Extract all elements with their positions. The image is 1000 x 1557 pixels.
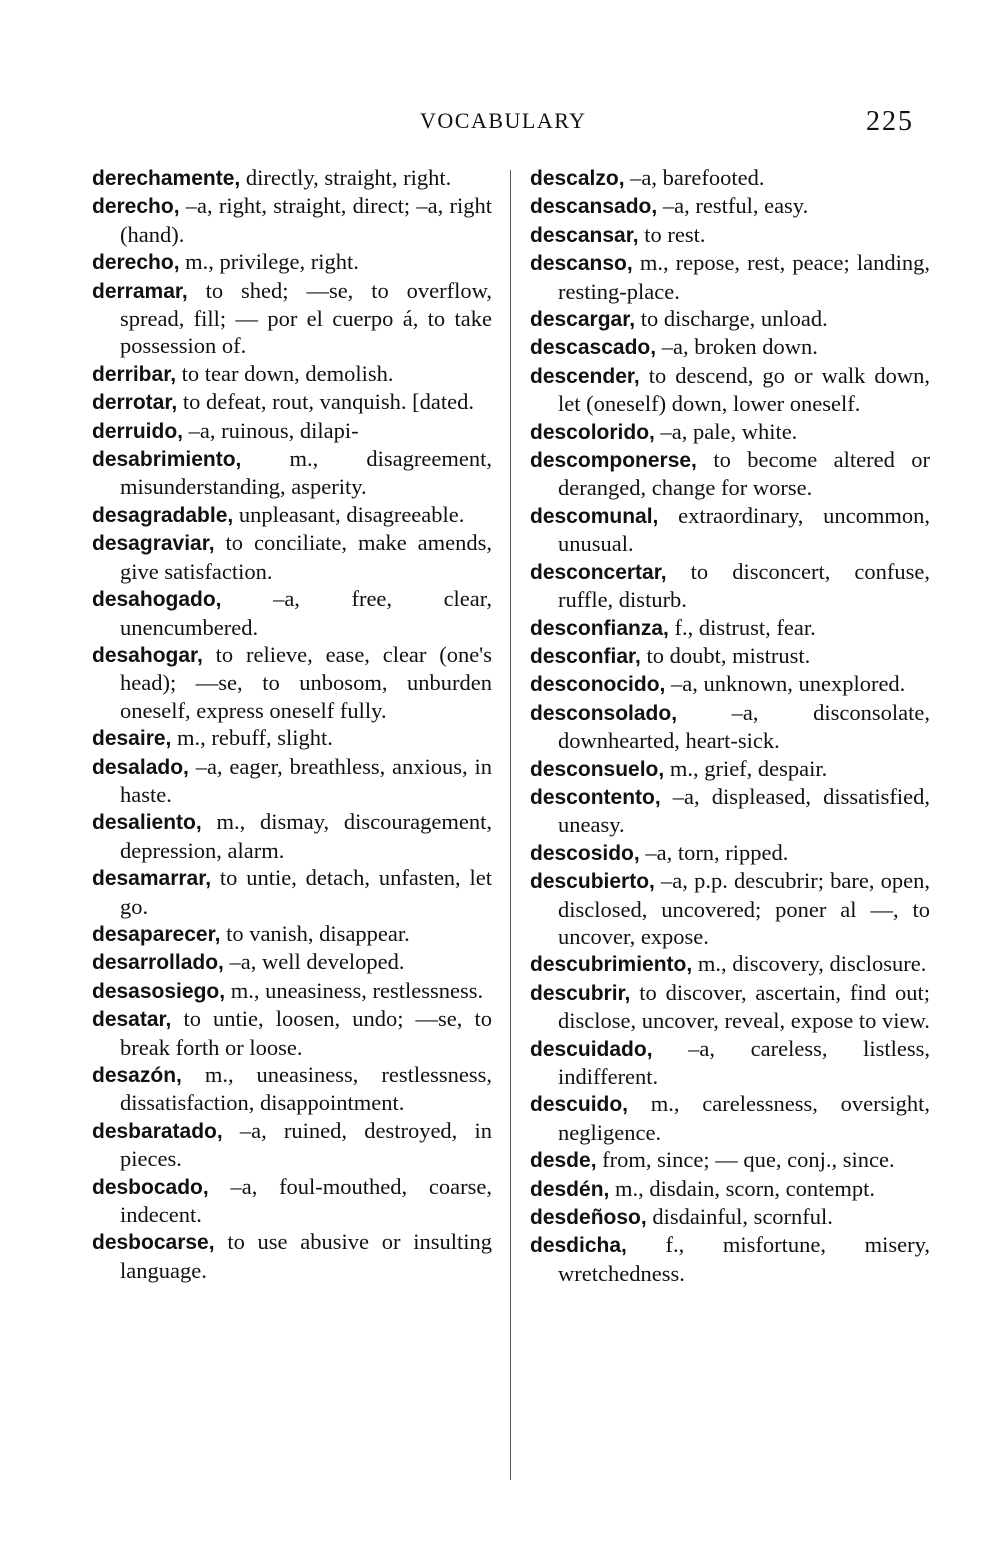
dictionary-entry bbox=[530, 1203, 930, 1231]
entry-definition: to tear down, demolish. bbox=[176, 360, 394, 386]
entry-headword: derramar, bbox=[92, 279, 188, 303]
entry-definition: extraordinary, uncommon, unusual. bbox=[558, 502, 930, 557]
entry-headword: desahogado, bbox=[92, 588, 222, 612]
entry-headword: desconcertar, bbox=[530, 560, 667, 584]
entry-headword: desconocido, bbox=[530, 673, 666, 697]
entry-definition: m., repose, rest, peace; landing, resting-place. bbox=[558, 250, 930, 304]
entry-definition: to untie, loosen, undo; —se, to break forth or loose. bbox=[120, 1006, 492, 1060]
column-divider bbox=[510, 170, 511, 1480]
dictionary-entry bbox=[92, 724, 492, 752]
entry-definition: to discover, ascertain, find out; disclose, uncover, reveal, expose to view. bbox=[558, 979, 930, 1034]
entry-definition: to conciliate, make amends, give satisfaction. bbox=[120, 530, 492, 584]
entry-headword: desalado, bbox=[92, 755, 189, 779]
entry-headword: derruido, bbox=[92, 419, 184, 443]
entry-definition: unpleasant, disagreeable. bbox=[233, 501, 465, 527]
dictionary-entry bbox=[92, 192, 492, 248]
entry-definition: m., grief, despair. bbox=[664, 755, 828, 781]
dictionary-entry bbox=[92, 277, 492, 360]
dictionary-entry bbox=[530, 446, 930, 502]
entry-definition: –a, careless, listless, indifferent. bbox=[558, 1035, 930, 1089]
entry-headword: descubrimiento, bbox=[530, 953, 693, 977]
entry-definition: m., discovery, disclosure. bbox=[692, 951, 927, 977]
entry-headword: descalzo, bbox=[530, 167, 625, 190]
dictionary-entry bbox=[530, 839, 930, 867]
entry-definition: f., misfortune, misery, wretchedness. bbox=[558, 1232, 930, 1286]
entry-headword: desabrimiento, bbox=[92, 448, 242, 472]
entry-definition: –a, free, clear, unencumbered. bbox=[120, 586, 492, 640]
dictionary-entry bbox=[92, 529, 492, 585]
entry-definition: m., disdain, scorn, contempt. bbox=[609, 1175, 875, 1201]
entry-definition: –a, right, straight, direct; –a, right (hand). bbox=[120, 193, 492, 247]
entry-definition: to doubt, mistrust. bbox=[640, 642, 811, 668]
entry-headword: desconfiar, bbox=[530, 644, 641, 668]
dictionary-entry bbox=[92, 1117, 492, 1173]
dictionary-entry bbox=[92, 417, 492, 445]
entry-headword: descosido, bbox=[530, 841, 640, 865]
entry-headword: desahogar, bbox=[92, 643, 203, 667]
dictionary-entry bbox=[92, 1061, 492, 1117]
entry-headword: descender, bbox=[530, 364, 640, 388]
entry-headword: descuido, bbox=[530, 1093, 629, 1117]
entry-headword: desdén, bbox=[530, 1177, 610, 1201]
dictionary-entry bbox=[530, 1175, 930, 1203]
dictionary-entry bbox=[530, 418, 930, 446]
dictionary-entry bbox=[92, 445, 492, 501]
dictionary-entry bbox=[92, 360, 492, 388]
dictionary-entry bbox=[530, 305, 930, 333]
dictionary-entry bbox=[92, 164, 492, 192]
entry-definition: m., rebuff, slight. bbox=[171, 725, 333, 751]
entry-headword: descolorido, bbox=[530, 420, 655, 444]
dictionary-entry bbox=[92, 641, 492, 724]
entry-definition: –a, displeased, dissatisfied, uneasy. bbox=[558, 783, 930, 838]
entry-headword: derrotar, bbox=[92, 391, 178, 415]
dictionary-entry bbox=[530, 642, 930, 670]
right-column bbox=[530, 164, 930, 1287]
page-number: 225 bbox=[866, 106, 914, 137]
entry-definition: –a, torn, ripped. bbox=[639, 839, 789, 865]
entry-headword: desbocarse, bbox=[92, 1231, 215, 1255]
entry-definition: to vanish, disappear. bbox=[220, 920, 410, 946]
left-column bbox=[92, 164, 492, 1284]
running-head: VOCABULARY bbox=[420, 108, 587, 133]
dictionary-entry bbox=[530, 614, 930, 642]
dictionary-entry bbox=[530, 783, 930, 839]
dictionary-entry bbox=[530, 755, 930, 783]
dictionary-entry bbox=[530, 221, 930, 249]
entry-definition: to disconcert, confuse, ruffle, disturb. bbox=[558, 558, 930, 613]
entry-definition: to descend, go or walk down, let (oneself) down, lower oneself. bbox=[558, 362, 930, 417]
entry-headword: desconfianza, bbox=[530, 616, 669, 640]
entry-headword: derechamente, bbox=[92, 167, 241, 190]
entry-headword: desasosiego, bbox=[92, 979, 226, 1003]
entry-definition: to relieve, ease, clear (one's head); —se, to unbosom, unburden oneself, express oneself fully. bbox=[120, 641, 492, 723]
entry-definition: –a, unknown, unexplored. bbox=[665, 671, 906, 697]
entry-definition: f., distrust, fear. bbox=[668, 614, 816, 640]
dictionary-entry bbox=[92, 1228, 492, 1284]
entry-definition: –a, ruinous, dilapi- bbox=[183, 417, 359, 443]
entry-headword: desazón, bbox=[92, 1064, 182, 1087]
entry-definition: m., carelessness, oversight, negligence. bbox=[558, 1091, 930, 1145]
dictionary-entry bbox=[530, 699, 930, 755]
entry-definition: to use abusive or insulting language. bbox=[120, 1229, 492, 1283]
dictionary-entry bbox=[92, 388, 492, 416]
dictionary-entry bbox=[92, 1005, 492, 1061]
dictionary-entry bbox=[530, 362, 930, 418]
entry-definition: m., dismay, discouragement, depression, alarm. bbox=[120, 809, 492, 863]
entry-headword: descanso, bbox=[530, 252, 633, 276]
entry-definition: from, since; — que, conj., since. bbox=[596, 1147, 895, 1173]
dictionary-entry bbox=[530, 1090, 930, 1146]
entry-headword: desarrollado, bbox=[92, 951, 224, 975]
entry-headword: derecho, bbox=[92, 251, 180, 275]
entry-headword: descascado, bbox=[530, 336, 657, 360]
entry-headword: descuidado, bbox=[530, 1037, 653, 1061]
dictionary-entry bbox=[530, 670, 930, 698]
entry-headword: descubierto, bbox=[530, 870, 655, 894]
entry-headword: desbaratado, bbox=[92, 1119, 223, 1143]
dictionary-entry bbox=[530, 1035, 930, 1091]
entry-headword: desagradable, bbox=[92, 503, 234, 527]
entry-headword: descontento, bbox=[530, 785, 661, 809]
entry-definition: m., uneasiness, restlessness. bbox=[225, 977, 484, 1003]
entry-headword: derecho, bbox=[92, 195, 180, 219]
dictionary-entry bbox=[530, 164, 930, 192]
entry-definition: m., uneasiness, restlessness, dissatisfaction, disappointment. bbox=[120, 1062, 492, 1116]
dictionary-entry bbox=[92, 948, 492, 976]
dictionary-entry bbox=[92, 753, 492, 809]
entry-headword: desaire, bbox=[92, 727, 172, 751]
entry-headword: desbocado, bbox=[92, 1175, 209, 1199]
page-header bbox=[0, 108, 1000, 140]
dictionary-entry bbox=[530, 249, 930, 305]
entry-definition: to defeat, rout, vanquish. [dated. bbox=[177, 389, 474, 415]
entry-definition: –a, ruined, destroyed, in pieces. bbox=[120, 1117, 492, 1172]
entry-definition: –a, p.p. descubrir; bare, open, disclosed, uncovered; poner al —, to uncover, expose. bbox=[558, 868, 930, 949]
entry-definition: disdainful, scornful. bbox=[646, 1204, 833, 1230]
dictionary-entry bbox=[530, 1231, 930, 1287]
entry-headword: descansar, bbox=[530, 223, 639, 247]
entry-definition: m., privilege, right. bbox=[179, 249, 359, 275]
dictionary-entry bbox=[530, 502, 930, 558]
entry-definition: to become altered or deranged, change for worse. bbox=[558, 447, 930, 501]
entry-headword: desdicha, bbox=[530, 1234, 627, 1258]
dictionary-entry bbox=[530, 979, 930, 1035]
dictionary-entry bbox=[530, 1146, 930, 1174]
entry-headword: desatar, bbox=[92, 1008, 172, 1032]
dictionary-entry bbox=[92, 248, 492, 276]
entry-headword: desaliento, bbox=[92, 811, 202, 835]
entry-headword: desamarrar, bbox=[92, 867, 212, 891]
entry-headword: desdeñoso, bbox=[530, 1206, 647, 1230]
dictionary-entry bbox=[92, 977, 492, 1005]
entry-definition: –a, barefooted. bbox=[624, 165, 765, 190]
dictionary-entry bbox=[92, 864, 492, 920]
entry-headword: descargar, bbox=[530, 308, 636, 332]
entry-definition: to shed; —se, to overflow, spread, fill; — por el cuerpo á, to take possession of. bbox=[120, 277, 492, 359]
dictionary-entry bbox=[530, 950, 930, 978]
entry-definition: –a, well developed. bbox=[223, 949, 405, 975]
entry-definition: –a, eager, breathless, anxious, in haste. bbox=[120, 753, 492, 807]
entry-headword: descubrir, bbox=[530, 981, 631, 1005]
entry-headword: desagraviar, bbox=[92, 532, 215, 556]
entry-definition: –a, pale, white. bbox=[654, 418, 798, 444]
entry-headword: descomponerse, bbox=[530, 449, 697, 473]
dictionary-entry bbox=[530, 192, 930, 220]
entry-definition: –a, broken down. bbox=[656, 334, 818, 360]
entry-definition: m., disagreement, misunderstanding, asperity. bbox=[120, 446, 492, 500]
dictionary-entry bbox=[530, 867, 930, 950]
dictionary-entry bbox=[92, 1173, 492, 1229]
dictionary-entry bbox=[92, 501, 492, 529]
entry-definition: to discharge, unload. bbox=[635, 306, 828, 332]
dictionary-entry bbox=[92, 808, 492, 864]
dictionary-entry bbox=[92, 585, 492, 641]
entry-headword: desconsolado, bbox=[530, 701, 678, 725]
entry-definition: –a, restful, easy. bbox=[657, 193, 809, 219]
dictionary-entry bbox=[530, 558, 930, 614]
entry-definition: –a, disconsolate, downhearted, heart-sick. bbox=[558, 699, 930, 754]
entry-definition: –a, foul-mouthed, coarse, indecent. bbox=[120, 1173, 492, 1228]
entry-headword: descansado, bbox=[530, 195, 658, 219]
entry-headword: desconsuelo, bbox=[530, 757, 665, 781]
entry-headword: descomunal, bbox=[530, 504, 659, 528]
entry-definition: to untie, detach, unfasten, let go. bbox=[120, 865, 492, 919]
entry-definition: directly, straight, right. bbox=[240, 165, 452, 190]
dictionary-entry bbox=[530, 333, 930, 361]
entry-headword: desaparecer, bbox=[92, 922, 221, 946]
entry-definition: to rest. bbox=[638, 221, 706, 247]
entry-headword: derribar, bbox=[92, 362, 177, 386]
entry-headword: desde, bbox=[530, 1149, 597, 1173]
dictionary-entry bbox=[92, 920, 492, 948]
